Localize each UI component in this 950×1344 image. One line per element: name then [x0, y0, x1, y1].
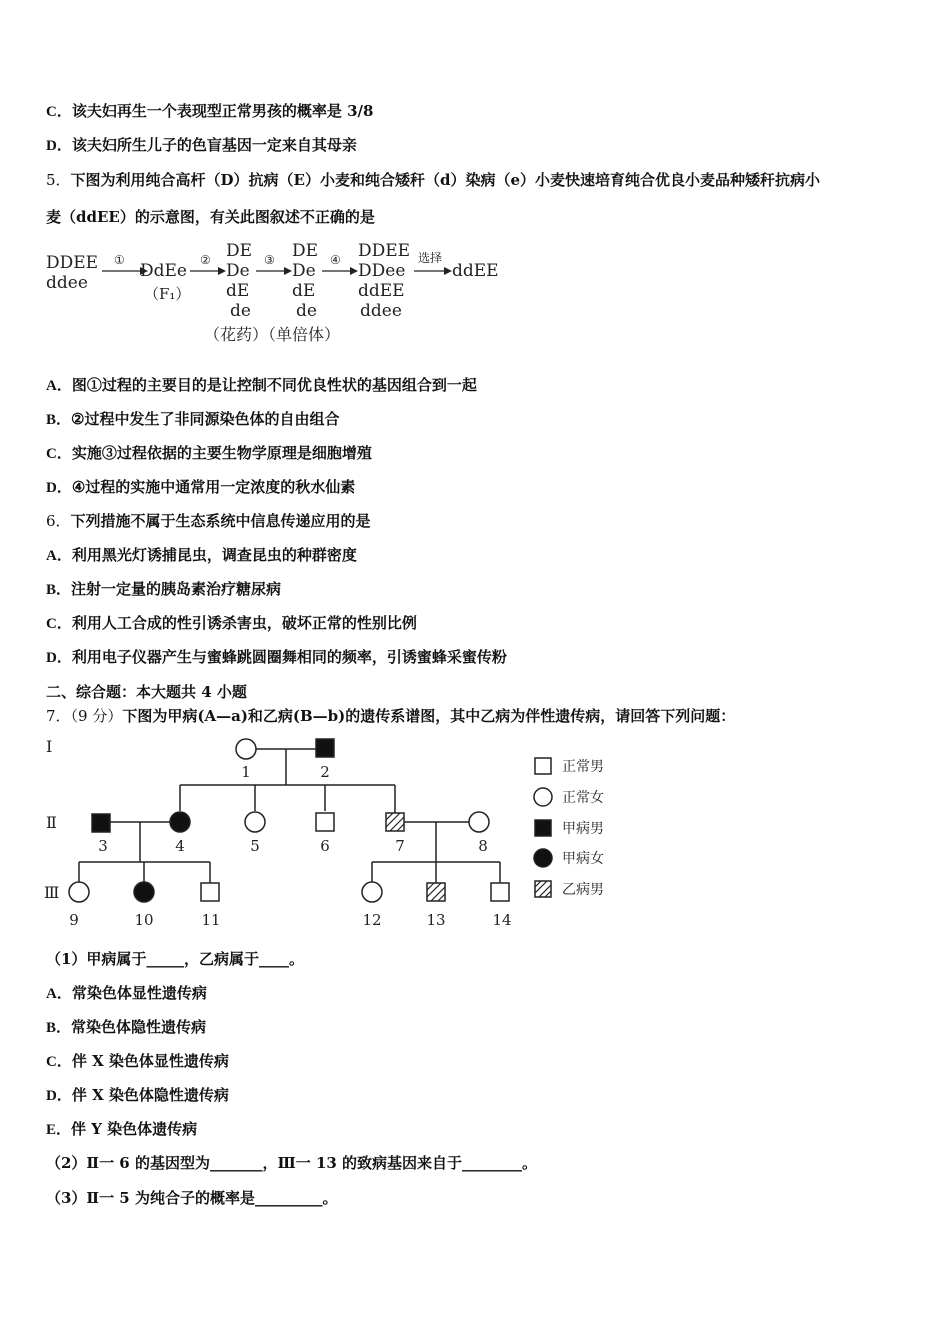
generation-label-i: Ⅰ [46, 737, 53, 756]
q7-option-b [46, 1017, 206, 1038]
q4-option-d [46, 135, 357, 156]
ped-ii3-affected-male [92, 814, 110, 832]
option-text: 利用黑光灯诱捕昆虫，调查昆虫的种群密度 [71, 546, 357, 564]
ped-id-7: 7 [395, 837, 405, 855]
option-text: ④过程的实施中通常用一定浓度的秋水仙素 [71, 478, 356, 496]
legend-affected-female-label: 甲病女 [562, 851, 604, 867]
ped-id-11: 11 [201, 911, 221, 929]
option-label: D． [46, 138, 72, 154]
option-text: 常染色体显性遗传病 [71, 984, 207, 1002]
ped-iii11-normal-male [201, 883, 219, 901]
arrow-4-head [350, 267, 358, 275]
haploid-4: de [296, 301, 317, 321]
option-label: A． [46, 986, 72, 1002]
gamete-3: dE [226, 281, 250, 301]
option-text: 该夫妇所生儿子的色盲基因一定来自其母亲 [71, 136, 357, 154]
haploid-1: DE [292, 241, 319, 261]
q7-sub1: （1）甲病属于_____，乙病属于____。 [46, 950, 304, 968]
q5-option-c [46, 443, 372, 464]
ped-id-8: 8 [478, 837, 488, 855]
q5-option-a [46, 375, 477, 396]
generation-label-ii: Ⅱ [46, 813, 57, 832]
haploid-3: dE [292, 281, 316, 301]
doubled-3: ddEE [358, 281, 405, 301]
ped-ii8-normal-female [469, 812, 489, 832]
question-number: 6． [46, 512, 71, 530]
arrow-2-head [218, 267, 226, 275]
diagram-caption: （花药）（单倍体） [204, 325, 341, 344]
option-label: C． [46, 616, 72, 632]
q7-sub2: （2）Ⅱ一 6 的基因型为_______，Ⅲ一 13 的致病基因来自于________。 [46, 1154, 538, 1172]
q5-stem-line2 [46, 207, 375, 227]
ped-id-10: 10 [134, 911, 154, 929]
option-text: 利用人工合成的性引诱杀害虫，破坏正常的性别比例 [71, 614, 417, 632]
option-label: E． [46, 1122, 72, 1138]
option-text: 伴 X 染色体隐性遗传病 [71, 1086, 229, 1104]
q5-option-b [46, 409, 339, 430]
option-text: 实施③过程依据的主要生物学原理是细胞增殖 [71, 444, 372, 462]
ped-id-5: 5 [250, 837, 260, 855]
option-text: 注射一定量的胰岛素治疗糖尿病 [71, 580, 282, 598]
doubled-1: DDEE [358, 241, 411, 261]
arrow-3-head [284, 267, 292, 275]
arrow-select-head [444, 267, 452, 275]
question-number: 5． [46, 171, 71, 189]
q7-stem [46, 706, 735, 726]
option-label: D． [46, 1088, 72, 1104]
ped-id-2: 2 [320, 763, 330, 781]
option-label: B． [46, 582, 72, 598]
q6-option-b [46, 579, 281, 600]
option-text: 伴 X 染色体显性遗传病 [71, 1052, 229, 1070]
question-number: 7． [46, 707, 71, 725]
ped-ii4-affected-female [170, 812, 190, 832]
ped-id-6: 6 [320, 837, 330, 855]
breeding-diagram [40, 236, 520, 348]
select-label: 选择 [418, 251, 443, 265]
option-text: 伴 Y 染色体遗传病 [71, 1120, 198, 1138]
gamete-1: DE [226, 241, 253, 261]
option-label: B． [46, 412, 72, 428]
ped-id-12: 12 [362, 911, 382, 929]
legend-normal-female-symbol [534, 788, 552, 806]
ped-iii12-normal-female [362, 882, 382, 902]
ped-id-3: 3 [98, 837, 108, 855]
option-label: A． [46, 548, 72, 564]
option-text: 常染色体隐性遗传病 [71, 1018, 207, 1036]
legend-affected-female-symbol [534, 849, 552, 867]
f1-label: （F₁） [144, 285, 191, 303]
q5-stem-text: 下图为利用纯合高杆（D）抗病（E）小麦和纯合矮秆（d）染病（e）小麦快速培育纯合优良小麦品种矮秆抗病小 [70, 171, 821, 189]
legend-disease-b-male-symbol [535, 881, 551, 897]
ped-id-1: 1 [241, 763, 251, 781]
option-label: D． [46, 480, 72, 496]
option-label: C． [46, 1054, 72, 1070]
q7-option-c [46, 1051, 229, 1072]
q7-sub3: （3）Ⅱ一 5 为纯合子的概率是_________。 [46, 1189, 338, 1207]
q7-stem-text: 下图为甲病(A—a)和乙病(B—b)的遗传系谱图，其中乙病为伴性遗传病，请回答下列问题： [122, 707, 736, 725]
option-text: ②过程中发生了非同源染色体的自由组合 [71, 410, 340, 428]
option-text: 该夫妇再生一个表现型正常男孩的概率是 3/8 [71, 102, 374, 120]
q5-stem-line1 [46, 170, 820, 190]
ped-id-13: 13 [426, 911, 446, 929]
q5-option-d [46, 477, 355, 498]
ped-ii5-normal-female [245, 812, 265, 832]
q6-stem-text: 下列措施不属于生态系统中信息传递应用的是 [70, 512, 371, 530]
q6-option-a [46, 545, 357, 566]
option-text: 图①过程的主要目的是让控制不同优良性状的基因组合到一起 [71, 376, 477, 394]
doubled-4: ddee [360, 301, 402, 321]
q5-stem-text-2: 麦（ddEE）的示意图，有关此图叙述不正确的是 [46, 208, 375, 226]
step-2-label: ② [200, 253, 211, 267]
q7-option-d [46, 1085, 229, 1106]
doubled-2: DDee [358, 261, 406, 281]
legend-normal-male-label: 正常男 [562, 759, 604, 775]
pedigree-chart [40, 730, 640, 935]
parent-ddee-dominant: DDEE [46, 253, 99, 273]
ped-i1-normal-female [236, 739, 256, 759]
gamete-4: de [230, 301, 251, 321]
ped-iii9-normal-female [69, 882, 89, 902]
generation-label-iii: Ⅲ [44, 883, 60, 902]
legend-disease-b-male-label: 乙病男 [562, 882, 604, 898]
legend-affected-male-label: 甲病男 [562, 821, 604, 837]
ped-ii6-normal-male [316, 813, 334, 831]
section-title: 二、综合题：本大题共 4 小题 [46, 683, 247, 701]
q6-stem [46, 511, 371, 531]
ped-iii13-disease-b-male [427, 883, 445, 901]
ped-id-9: 9 [69, 911, 79, 929]
gamete-2: De [226, 261, 250, 281]
q6-option-d [46, 647, 507, 668]
haploid-2: De [292, 261, 316, 281]
q7-option-e [46, 1119, 197, 1140]
option-label: A． [46, 378, 72, 394]
ped-iii10-affected-female [134, 882, 154, 902]
option-label: D． [46, 650, 72, 666]
ped-id-14: 14 [492, 911, 512, 929]
option-text: 利用电子仪器产生与蜜蜂跳圆圈舞相同的频率，引诱蜜蜂采蜜传粉 [71, 648, 507, 666]
q6-option-c [46, 613, 417, 634]
option-label: C． [46, 446, 72, 462]
ped-ii7-disease-b-male [386, 813, 404, 831]
legend-normal-female-label: 正常女 [562, 790, 604, 806]
legend-normal-male-symbol [535, 758, 551, 774]
q4-option-c [46, 101, 373, 122]
legend-affected-male-symbol [535, 820, 551, 836]
ped-i2-affected-male [316, 739, 334, 757]
ped-iii14-normal-male [491, 883, 509, 901]
step-1-label: ① [114, 253, 125, 267]
f1-genotype: DdEe [140, 261, 187, 281]
step-4-label: ④ [330, 253, 341, 267]
parent-ddee-recessive: ddee [46, 273, 88, 293]
ped-id-4: 4 [175, 837, 185, 855]
q7-option-a [46, 983, 207, 1004]
result-genotype: ddEE [452, 261, 499, 281]
option-label: C． [46, 104, 72, 120]
option-label: B． [46, 1020, 72, 1036]
question-points: （9 分） [70, 707, 123, 725]
step-3-label: ③ [264, 253, 275, 267]
